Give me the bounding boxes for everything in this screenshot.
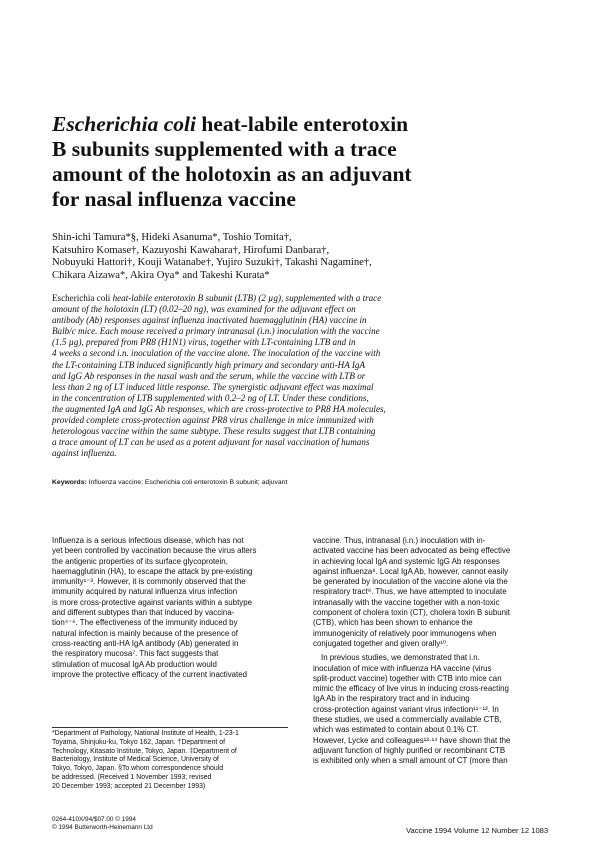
title-italic-species: Escherichia coli — [52, 112, 196, 136]
abstract-line: a trace amount of LT can be used as a potent adjuvant for nasal vaccination of humans — [52, 437, 370, 448]
keywords-label: Keywords: — [52, 479, 87, 486]
footnote-line: Tokyo, Tokyo, Japan. §To whom correspondence should — [52, 765, 224, 773]
author-line: Shin-ichi Tamura*§, Hideki Asanuma*, Toshio Tomita†, — [52, 232, 292, 243]
body-line: yet been controlled by vaccination because the virus alters — [52, 546, 257, 556]
body-line: immunity acquired by natural influenza virus infection — [52, 587, 238, 597]
body-line: in achieving local IgA and systemic IgG Ab responses — [313, 556, 500, 566]
body-line: respiratory tract⁹. Thus, we have attempted to inoculate — [313, 587, 507, 597]
title-line-1: Escherichia coli heat-labile enterotoxin — [52, 112, 409, 136]
body-line: inoculation of mice with influenza HA vaccine (virus — [313, 663, 492, 673]
body-line: cross-protection against variant virus infection¹¹⁻¹². In — [313, 704, 499, 714]
footnote-line: *Department of Pathology, National Institute of Health, 1-23-1 — [52, 730, 239, 737]
abstract-line: the augmented IgA and IgG Ab responses, which are cross-protective to PR8 HA molecules, — [52, 403, 386, 414]
body-line: In previous studies, we demonstrated that i.n. — [321, 653, 480, 663]
abstract-line: amount of the holotoxin (LT) (0.02–20 ng), was examined for the adjuvant effect on — [52, 304, 356, 315]
publisher-info — [52, 816, 292, 833]
abstract-line: heterologous vaccine within the same subtype. These results suggest that LTB containing — [52, 426, 376, 437]
title-line-3: amount of the holotoxin as an adjuvant — [52, 162, 412, 186]
body-line: against influenza⁸. Local IgA Ab, however, cannot easily — [313, 566, 509, 576]
body-line: natural infection is mainly because of the presence of — [52, 628, 238, 638]
abstract-line: the LT-containing LTB induced significantly high primary and secondary anti-HA IgA — [52, 359, 366, 370]
body-line: tion⁴⁻⁶. The effectiveness of the immunity induced by — [52, 618, 238, 628]
body-line: adjuvant function of highly purified or recombinant CTB — [313, 745, 506, 755]
journal-citation: Vaccine 1994 Volume 12 Number 12 1083 — [406, 826, 549, 835]
body-line: these studies, we used a commercially available CTB, — [313, 715, 502, 725]
body-line: stimulation of mucosal IgA Ab production would — [52, 659, 217, 669]
body-line: vaccine. Thus, intranasal (i.n.) inoculation with in- — [313, 536, 486, 545]
body-line: split-product vaccine) together with CTB into mice can — [313, 673, 502, 683]
publisher-line: © 1994 Butterworth-Heinemann Ltd — [52, 824, 153, 832]
body-line: be generated by inoculation of the vaccine alone via the — [313, 577, 508, 587]
body-column-right — [313, 536, 549, 767]
abstract-line: (1.5 µg), prepared from PR8 (H1N1) virus, together with LT-containing LTB and in — [52, 337, 356, 348]
abstract-line: against influenza. — [52, 448, 117, 459]
affiliation-footnote — [52, 730, 288, 792]
publisher-line: 0264-410X/94/$07.00 © 1994 — [52, 816, 136, 823]
footnote-line: Technology, Kitasato Institute, Tokyo, Japan. ‡Department of — [52, 747, 237, 755]
body-line: component of cholera toxin (CT), cholera toxin B subunit — [313, 608, 510, 618]
article-title — [52, 112, 512, 212]
body-line: the antigenic properties of its surface glycoprotein, — [52, 556, 228, 566]
body-line: However, Lycke and colleagues¹³·¹⁴ have shown that the — [313, 735, 511, 745]
abstract-line: less than 2 ng of LT induced little response. The synergistic adjuvant effect was maximal — [52, 381, 374, 392]
body-line: (CTB), which has been shown to enhance the — [313, 618, 473, 628]
author-line: Chikara Aizawa*, Akira Oya* and Takeshi Kurata* — [52, 269, 270, 281]
abstract-line: Balb/c mice. Each mouse received a primary intranasal (i.n.) inoculation with the vaccine — [52, 326, 380, 337]
footnote-line: 20 December 1993; accepted 21 December 1993) — [52, 782, 206, 790]
abstract-line: in the concentration of LTB supplemented with 0.2–2 ng of LT. Under these conditions, — [52, 392, 369, 403]
body-line: the respiratory mucosa⁷. This fact suggests that — [52, 649, 219, 659]
title-line-4: for nasal influenza vaccine — [52, 187, 296, 211]
abstract-line: provided complete cross-protection against PR8 virus challenge in mice immunized with — [52, 415, 374, 426]
footnote-line: Bacteriology, Institute of Medical Science, University of — [52, 756, 219, 764]
keywords — [52, 478, 552, 487]
body-line: which was estimated to contain about 0.1% CT. — [313, 725, 479, 735]
body-line: immunity¹⁻³. However, it is commonly observed that the — [52, 577, 246, 587]
abstract-line: 4 weeks a second i.n. inoculation of the vaccine alone. The inoculation of the vaccine with — [52, 348, 381, 359]
body-line: mimic the efficacy of live virus in inducing cross-reacting — [313, 684, 509, 694]
body-line: immunogenicity of relatively poor immunogens when — [313, 628, 497, 638]
abstract-line: antibody (Ab) responses against influenza inactivated haemagglutinin (HA) vaccine in — [52, 315, 367, 326]
footnote-rule — [52, 727, 288, 728]
body-line: and different subtypes than that induced by vaccina- — [52, 608, 235, 618]
body-line: is exhibited only when a small amount of CT (more than — [313, 756, 508, 766]
title-line-2: B subunits supplemented with a trace — [52, 137, 397, 161]
author-line: Katsuhiro Komase†, Kazuyoshi Kawahara†, Hirofumi Danbara†, — [52, 244, 330, 256]
body-line: cross-reacting anti-HA IgA antibody (Ab) generated in — [52, 638, 239, 648]
footnote-line: be addressed. (Received 1 November 1993; revised — [52, 773, 212, 781]
abstract-line: Escherichia coli heat-labile enterotoxin B subunit (LTB) (2 µg), supplemented with a trace — [52, 293, 382, 303]
body-line: is more cross-protective against variants within a subtype — [52, 597, 252, 607]
footnote-line: Toyama, Shinjuku-ku, Tokyo 162, Japan. †Department of — [52, 738, 226, 746]
body-line: conjugated together and given orally¹⁰. — [313, 638, 449, 648]
body-line: intranasally with the vaccine together with a non-toxic — [313, 597, 500, 607]
body-line: Influenza is a serious infectious disease, which has not — [52, 536, 244, 545]
abstract-lead: Escherichia coli — [52, 293, 111, 303]
abstract-line: and IgG Ab responses in the nasal wash and the serum, while the vaccine with LTB or — [52, 370, 366, 381]
author-line: Nobuyuki Hattori†, Kouji Watanabe†, Yujiro Suzuki†, Takashi Nagamine†, — [52, 257, 372, 268]
body-line: haemagglutinin (HA), to escape the attack by pre-existing — [52, 566, 253, 576]
body-line: IgA Ab in the respiratory tract and in inducing — [313, 694, 470, 704]
abstract — [52, 293, 552, 459]
author-list — [52, 232, 522, 282]
keywords-text: Influenza vaccine; Escherichia coli enterotoxin B subunit; adjuvant — [86, 479, 288, 486]
body-column-left — [52, 536, 288, 680]
body-line: activated vaccine has been advocated as being effective — [313, 546, 511, 556]
body-line: improve the protective efficacy of the current inactivated — [52, 669, 248, 679]
